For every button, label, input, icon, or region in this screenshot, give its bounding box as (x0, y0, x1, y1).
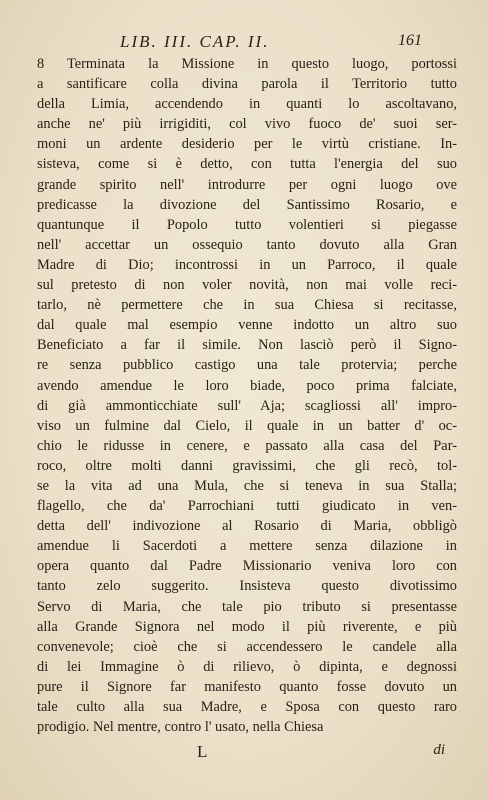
text-line: detta dell' indivozione al Rosario di Maria, obbligò (37, 518, 457, 535)
text-line: chio le ridusse in cenere, e passato alla casa del Par- (37, 437, 457, 454)
text-line: Madre di Dio; incontrossi in un Parroco, il quale (37, 256, 457, 273)
signature-mark: L (197, 742, 208, 761)
text-line: viso un fulmine dal Cielo, il quale in un batter d' oc- (37, 417, 457, 434)
text-line: alla Grande Signora nel modo il più riverente, e più (37, 618, 457, 635)
running-head: LIB. III. CAP. II. (120, 32, 270, 51)
text-line: avendo amendue le loro biade, poco prima falciate, (37, 377, 457, 394)
text-line: tanto zelo suggerito. Insisteva questo divotissimo (37, 578, 457, 595)
text-line: grande spirito nell' introdurre per ogni luogo ove (37, 176, 457, 193)
body-text (37, 54, 457, 737)
page-header (120, 32, 422, 52)
text-line: amendue li Sacerdoti a mettere senza dilazione in (37, 538, 457, 555)
text-line: moni un ardente desiderio per le virtù cristiane. In- (37, 136, 457, 153)
text-line: convenevole; cioè che si accendessero le candele alla (37, 638, 457, 655)
page-footer (37, 742, 457, 762)
text-line: sul pretesto di non voler novità, non mai volle reci- (37, 277, 457, 294)
text-line: flagello, che da' Parrochiani tutti giudicato in ven- (37, 498, 457, 515)
text-line: anche ne' più irrigiditi, col vivo fuoco de' suoi ser- (37, 116, 457, 133)
page-number: 161 (398, 32, 422, 49)
text-line: 8 Terminata la Missione in questo luogo, portossi (37, 56, 457, 72)
text-line: roco, oltre molti danni gravissimi, che gli recò, tol- (37, 457, 457, 474)
text-line: dal quale mal esempio venne indotto un altro suo (37, 317, 457, 334)
text-line: tale culto alla sua Madre, e Sposa con questo raro (37, 699, 457, 715)
text-line: se la vita ad una Mula, che si teneva in sua Stalla; (37, 477, 457, 494)
text-line: di già ammonticchiate sull' Aja; scagliossi all' impro- (37, 397, 457, 414)
text-line: Beneficiato a far il simile. Non lasciò però il Signo- (37, 337, 457, 354)
text-line: sisteva, come si è detto, con tutta l'energia del suo (37, 156, 457, 173)
text-line: predicasse la divozione del Santissimo Rosario, e (37, 196, 457, 213)
text-line: di lei Immagine ò di rilievo, ò dipinta, e degnossi (37, 658, 457, 675)
text-line: pure il Signore far manifesto quanto fosse dovuto un (37, 678, 457, 695)
text-line: quantunque il Popolo tutto volentieri si piegasse (37, 216, 457, 233)
text-line: tarlo, nè permettere che in sua Chiesa si recitasse, (37, 297, 457, 314)
text-line: re senza pubblico castigo una tale protervia; perche (37, 357, 457, 374)
text-line: della Limia, accendendo in quanti lo ascoltavano, (37, 96, 457, 113)
text-line: prodigio. Nel mentre, contro l' usato, nella Chiesa (37, 719, 324, 736)
text-line: Servo di Maria, che tale pio tributo si presentasse (37, 598, 457, 615)
catchword: di (433, 742, 445, 758)
text-line: nell' accettar un ossequio tanto dovuto alla Gran (37, 236, 457, 253)
text-line: opera quanto dal Padre Missionario veniva loro con (37, 558, 457, 575)
text-line: a santificare colla divina parola il Territorio tutto (37, 76, 457, 93)
